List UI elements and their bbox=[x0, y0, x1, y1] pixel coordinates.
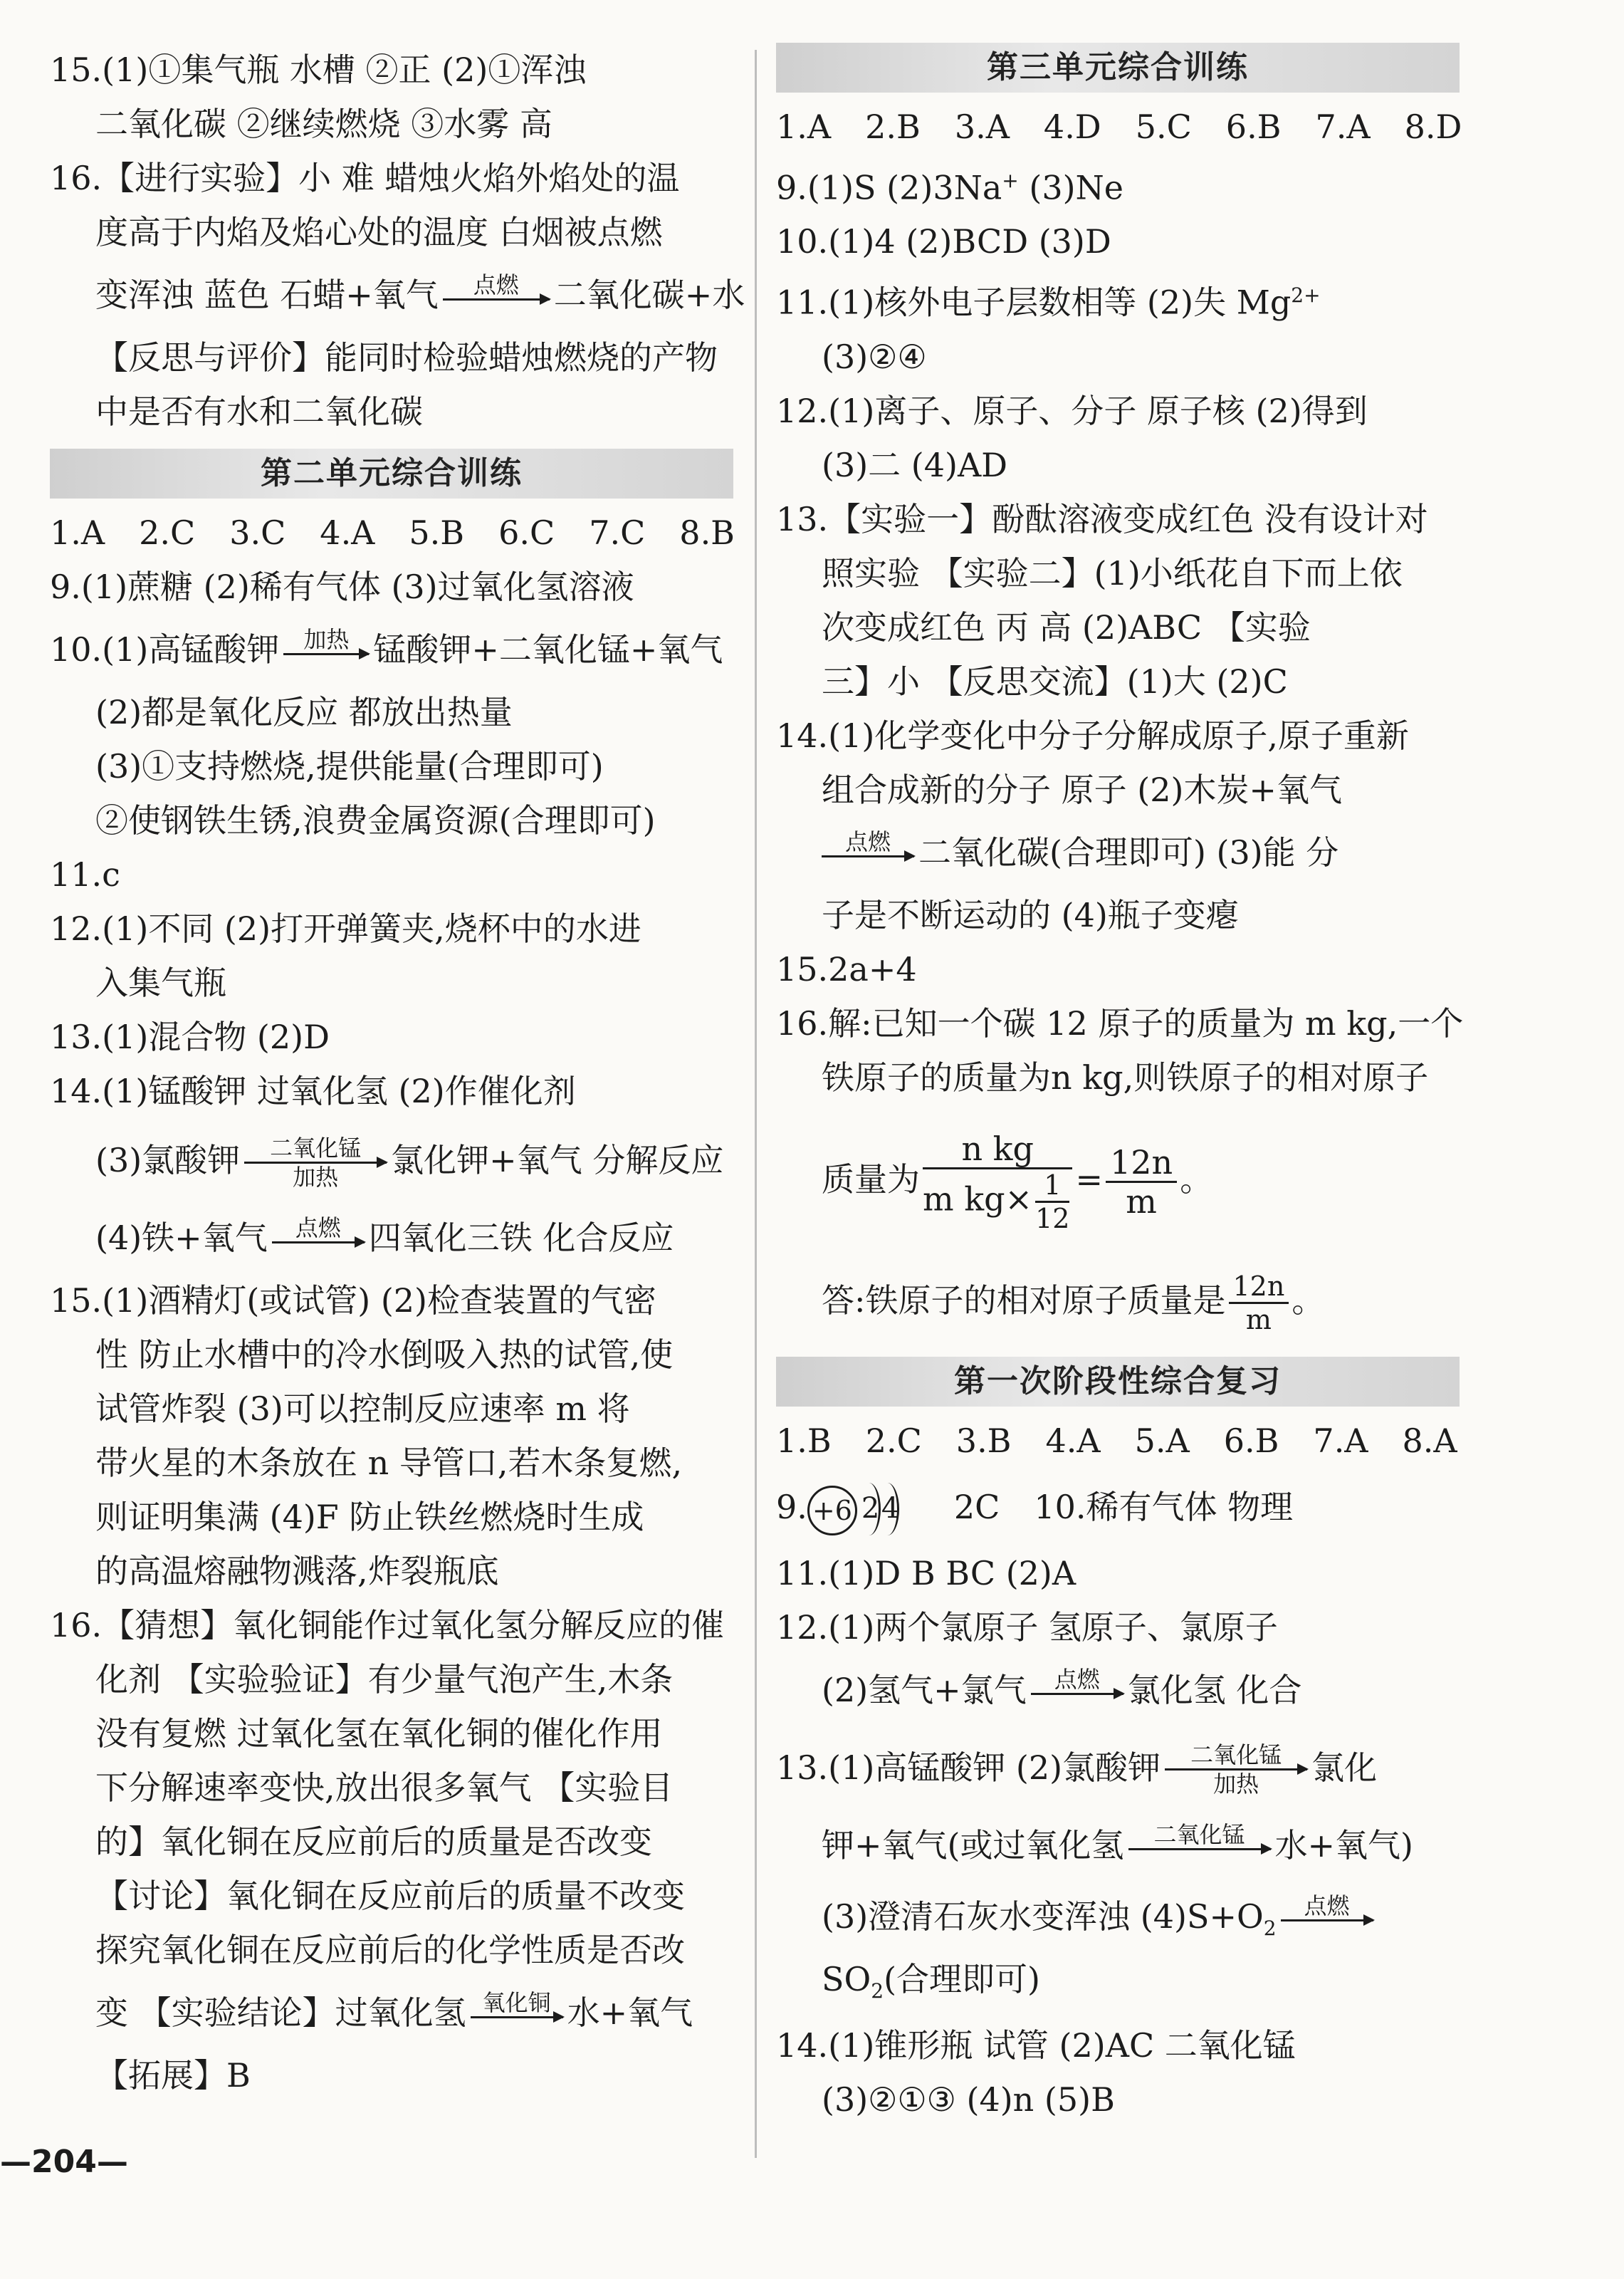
answer-line: (3)②④ bbox=[822, 337, 927, 376]
mc-answers: 1.A 2.B 3.A 4.D 5.C 6.B 7.A 8.D bbox=[776, 108, 1462, 146]
page-number: —204— bbox=[0, 2144, 128, 2180]
answer-line: (2)都是氧化反应 都放出热量 bbox=[95, 693, 513, 731]
mc-answers: 1.A 2.C 3.C 4.A 5.B 6.C 7.C 8.B bbox=[50, 513, 735, 552]
answer-line: 10.(1)4 (2)BCD (3)D bbox=[776, 222, 1111, 261]
answer-line: (3)二 (4)AD bbox=[822, 445, 1008, 484]
answer-line: 【拓展】B bbox=[95, 2056, 251, 2095]
answer-line: 试管炸裂 (3)可以控制反应速率 m 将 bbox=[95, 1389, 630, 1428]
equation-line: (3)澄清石灰水变浑浊 $(4)S+O_2$ 点燃 bbox=[776, 1881, 1460, 1952]
answer-line: 9.(1)蔗糖 (2)稀有气体 (3)过氧化氢溶液 bbox=[50, 568, 634, 606]
answer-line: 16.【进行实验】小 难 蜡烛火焰外焰处的温 bbox=[50, 159, 680, 197]
fraction-line: 答:铁原子的相对原子质量是 $\frac{12n}{m}$ 。 bbox=[822, 1271, 1325, 1336]
answer-line: 探究氧化铜在反应前后的化学性质是否改 bbox=[95, 1931, 685, 1969]
answer-line: 二氧化碳 ②继续燃烧 ③水雾 高 bbox=[95, 105, 552, 143]
answer-line: 14.(1)锥形瓶 试管 (2)AC 二氧化锰 bbox=[776, 2025, 1296, 2065]
equation-line: 10.(1)高锰酸钾 加热 锰酸钾+二氧化锰+氧气 bbox=[50, 625, 723, 669]
answer-line: 15.(1)①集气瓶 水槽 ②正 (2)①浑浊 bbox=[50, 51, 587, 89]
answer-line: 14.(1)锰酸钾 过氧化氢 (2)作催化剂 bbox=[50, 1072, 576, 1110]
answer-line: 度高于内焰及焰心处的温度 白烟被点燃 bbox=[95, 213, 663, 251]
equation-line: 变浑浊 蓝色 石蜡+氧气 点燃 二氧化碳+水 bbox=[95, 271, 745, 314]
fraction: $\frac{12n}{m}$ bbox=[1106, 1144, 1177, 1220]
answer-line: 性 防止水槽中的冷水倒吸入热的试管,使 bbox=[95, 1335, 674, 1374]
reaction-arrow: 点燃 bbox=[1281, 1894, 1373, 1921]
answer-line: 16.【猜想】氧化铜能作过氧化氢分解反应的催 bbox=[50, 1606, 725, 1644]
answer-line: 下分解速率变快,放出很多氧气 【实验目 bbox=[95, 1768, 674, 1807]
equation-line: (3)氯酸钾 二氧化锰 加热 氯化钾+氧气 分解反应 bbox=[95, 1134, 724, 1191]
answer-line: 11.(1)D B BC (2)A bbox=[776, 1553, 1076, 1592]
answer-line: 12.(1)不同 (2)打开弹簧夹,烧杯中的水进 bbox=[50, 909, 641, 948]
answer-line: 铁原子的质量为n kg,则铁原子的相对原子 bbox=[822, 1058, 1429, 1097]
answer-line: 15.2a+4 bbox=[776, 949, 917, 989]
fraction: $\frac{12n}{m}$ bbox=[1229, 1271, 1289, 1335]
answer-line: 三】小 【反思交流】(1)大 (2)C bbox=[822, 662, 1288, 701]
atom-structure-diagram: +6 2 4 bbox=[807, 1481, 936, 1538]
answer-line: (3)②①③ (4)n (5)B bbox=[822, 2080, 1115, 2119]
answer-line: 的】氧化铜在反应前后的质量是否改变 bbox=[95, 1822, 652, 1861]
answer-line: 11.c bbox=[50, 855, 120, 894]
reaction-arrow: 点燃 bbox=[822, 830, 914, 857]
left-column bbox=[50, 43, 745, 2102]
mc-answers: 1.B 2.C 3.B 4.A 5.A 6.B 7.A 8.A bbox=[776, 1421, 1457, 1460]
answer-line: 11.(1)核外电子层数相等 (2)失 $Mg^{2+}$ bbox=[776, 283, 1321, 322]
answer-line: 化剂 【实验验证】有少量气泡产生,木条 bbox=[95, 1660, 674, 1699]
answer-line: 带火星的木条放在 n 导管口,若木条复燃, bbox=[95, 1444, 683, 1482]
answer-line: 16.解:已知一个碳 12 原子的质量为 m kg,一个 bbox=[776, 1003, 1464, 1043]
section-banner: 第一次阶段性综合复习 bbox=[776, 1357, 1460, 1407]
reaction-arrow: 点燃 bbox=[1031, 1667, 1123, 1695]
reaction-arrow: 加热 bbox=[283, 627, 369, 655]
reaction-arrow: 点燃 bbox=[272, 1216, 365, 1243]
equation-line: 13.(1)高锰酸钾 (2)氯酸钾 二氧化锰 加热 氯化 bbox=[776, 1741, 1378, 1798]
reaction-arrow: 二氧化锰 加热 bbox=[1165, 1743, 1307, 1798]
answer-line: $SO_2$(合理即可) bbox=[822, 1959, 1040, 2003]
answer-line: 没有复燃 过氧化氢在氧化铜的催化作用 bbox=[95, 1714, 663, 1753]
equation-line: 变 【实验结论】过氧化氢 氧化铜 水+氧气 bbox=[95, 1988, 693, 2032]
answer-line: 子是不断运动的 (4)瓶子变瘪 bbox=[822, 895, 1239, 934]
answer-line: 【讨论】氧化铜在反应前后的质量不改变 bbox=[95, 1877, 685, 1915]
answer-line: 则证明集满 (4)F 防止铁丝燃烧时生成 bbox=[95, 1498, 644, 1536]
answer-line: 12.(1)离子、原子、分子 原子核 (2)得到 bbox=[776, 391, 1368, 430]
answer-line: 13.【实验一】酚酞溶液变成红色 没有设计对 bbox=[776, 499, 1428, 538]
equation-line: 钾+氧气(或过氧化氢 二氧化锰 水+氧气) bbox=[822, 1821, 1413, 1865]
right-column bbox=[776, 43, 1464, 2127]
equation-line: 点燃 二氧化碳(合理即可) (3)能 分 bbox=[776, 817, 1460, 888]
fraction: n kg m kg× $\frac{1}{12}$ bbox=[923, 1130, 1072, 1234]
reaction-arrow: 二氧化锰 加热 bbox=[244, 1136, 387, 1191]
answer-line: 14.(1)化学变化中分子分解成原子,原子重新 bbox=[776, 716, 1409, 755]
equation-line: (4)铁+氧气 点燃 四氧化三铁 化合反应 bbox=[95, 1214, 674, 1257]
answer-line: 13.(1)混合物 (2)D bbox=[50, 1018, 330, 1056]
reaction-arrow: 二氧化锰 bbox=[1128, 1822, 1271, 1850]
section-banner: 第二单元综合训练 bbox=[50, 449, 733, 499]
reaction-arrow: 点燃 bbox=[443, 273, 550, 301]
answer-line: 入集气瓶 bbox=[95, 964, 226, 1002]
answer-line: 9. +6 2 4 2C 10.稀有气体 物理 bbox=[776, 1468, 1460, 1546]
answer-line: 【反思与评价】能同时检验蜡烛燃烧的产物 bbox=[95, 338, 718, 377]
answer-line: 12.(1)两个氯原子 氢原子、氯原子 bbox=[776, 1607, 1278, 1647]
fraction-line: 质量为 n kg m kg× $\frac{1}{12}$ = $\frac{12n}{m}$ 。 bbox=[822, 1129, 1213, 1234]
answer-line: 9.(1)S (2)3Na+ (3)Ne bbox=[776, 168, 1124, 207]
section-banner: 第三单元综合训练 bbox=[776, 43, 1460, 93]
column-divider bbox=[755, 50, 757, 2158]
answer-line: 次变成红色 丙 高 (2)ABC 【实验 bbox=[822, 607, 1311, 647]
answer-line: 组合成新的分子 原子 (2)木炭+氧气 bbox=[822, 770, 1342, 809]
answer-line: 15.(1)酒精灯(或试管) (2)检查装置的气密 bbox=[50, 1281, 656, 1320]
answer-line: ②使钢铁生锈,浪费金属资源(合理即可) bbox=[95, 801, 656, 840]
answer-line: 照实验 【实验二】(1)小纸花自下而上依 bbox=[822, 553, 1403, 593]
reaction-arrow: 氧化铜 bbox=[471, 1991, 563, 2018]
equation-line: (2)氢气+氯气 点燃 氯化氢 化合 bbox=[822, 1666, 1302, 1709]
answer-line: (3)①支持燃烧,提供能量(合理即可) bbox=[95, 747, 604, 786]
answer-line: 中是否有水和二氧化碳 bbox=[95, 392, 423, 431]
answer-line: 的高温熔融物溅落,炸裂瓶底 bbox=[95, 1552, 499, 1590]
